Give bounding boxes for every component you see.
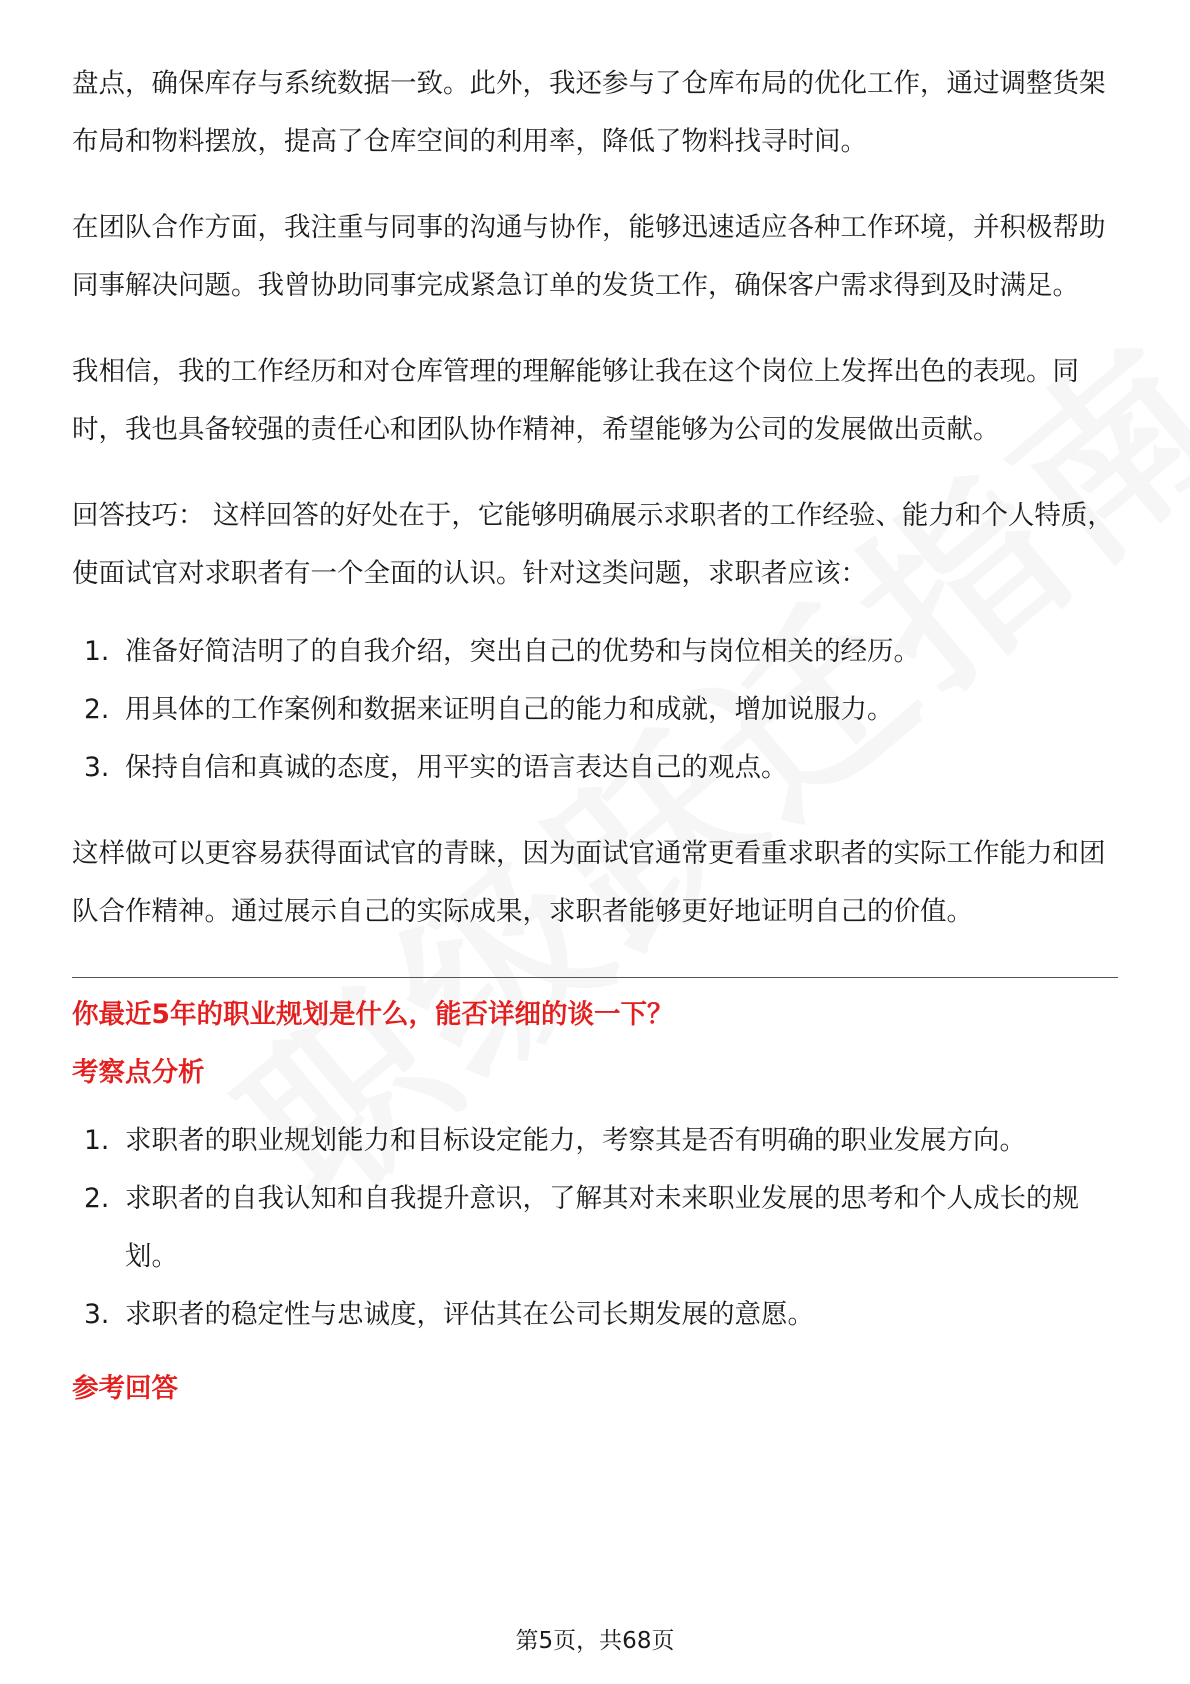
section-divider [72,977,1118,978]
list-item: 2. 求职者的自我认知和自我提升意识，了解其对未来职业发展的思考和个人成长的规划。 [84,1183,1079,1272]
paragraph-summary: 我相信，我的工作经历和对仓库管理的理解能够让我在这个岗位上发挥出色的表现。同时，我也具备较强的责任心和团队协作精神，希望能够为公司的发展做出贡献。 [72,356,1079,445]
paragraph-teamwork: 在团队合作方面，我注重与同事的沟通与协作，能够迅速适应各种工作环境，并积极帮助同事解决问题。我曾协助同事完成紧急订单的发货工作，确保客户需求得到及时满足。 [72,212,1106,301]
analysis-heading: 考察点分析 [72,1057,205,1088]
list-item: 1. 准备好简洁明了的自我介绍，突出自己的优势和与岗位相关的经历。 [84,636,920,667]
tips-list [72,623,1118,797]
paragraph-inventory: 盘点，确保库存与系统数据一致。此外，我还参与了仓库布局的优化工作，通过调整货架布局和物料摆放，提高了仓库空间的利用率，降低了物料找寻时间。 [72,68,1106,157]
list-item: 1. 求职者的职业规划能力和目标设定能力，考察其是否有明确的职业发展方向。 [84,1125,1026,1156]
page-number: 第5页，共68页 [515,1628,675,1654]
question-title: 你最近5年的职业规划是什么，能否详细的谈一下？ [72,999,674,1030]
list-item: 3. 保持自信和真诚的态度，用平实的语言表达自己的观点。 [84,752,788,783]
answer-heading: 参考回答 [72,1373,178,1404]
list-item: 3. 求职者的稳定性与忠诚度，评估其在公司长期发展的意愿。 [84,1299,814,1330]
paragraph-answer-tips: 回答技巧： 这样回答的好处在于，它能够明确展示求职者的工作经验、能力和个人特质，使面试官对求职者有一个全面的认识。针对这类问题，求职者应该： [72,500,1114,589]
list-item: 2. 用具体的工作案例和数据来证明自己的能力和成就，增加说服力。 [84,694,894,725]
paragraph-conclusion: 这样做可以更容易获得面试官的青睐，因为面试官通常更看重求职者的实际工作能力和团队合作精神。通过展示自己的实际成果，求职者能够更好地证明自己的价值。 [72,838,1106,927]
document-body [72,55,1118,1418]
analysis-list [72,1112,1118,1344]
